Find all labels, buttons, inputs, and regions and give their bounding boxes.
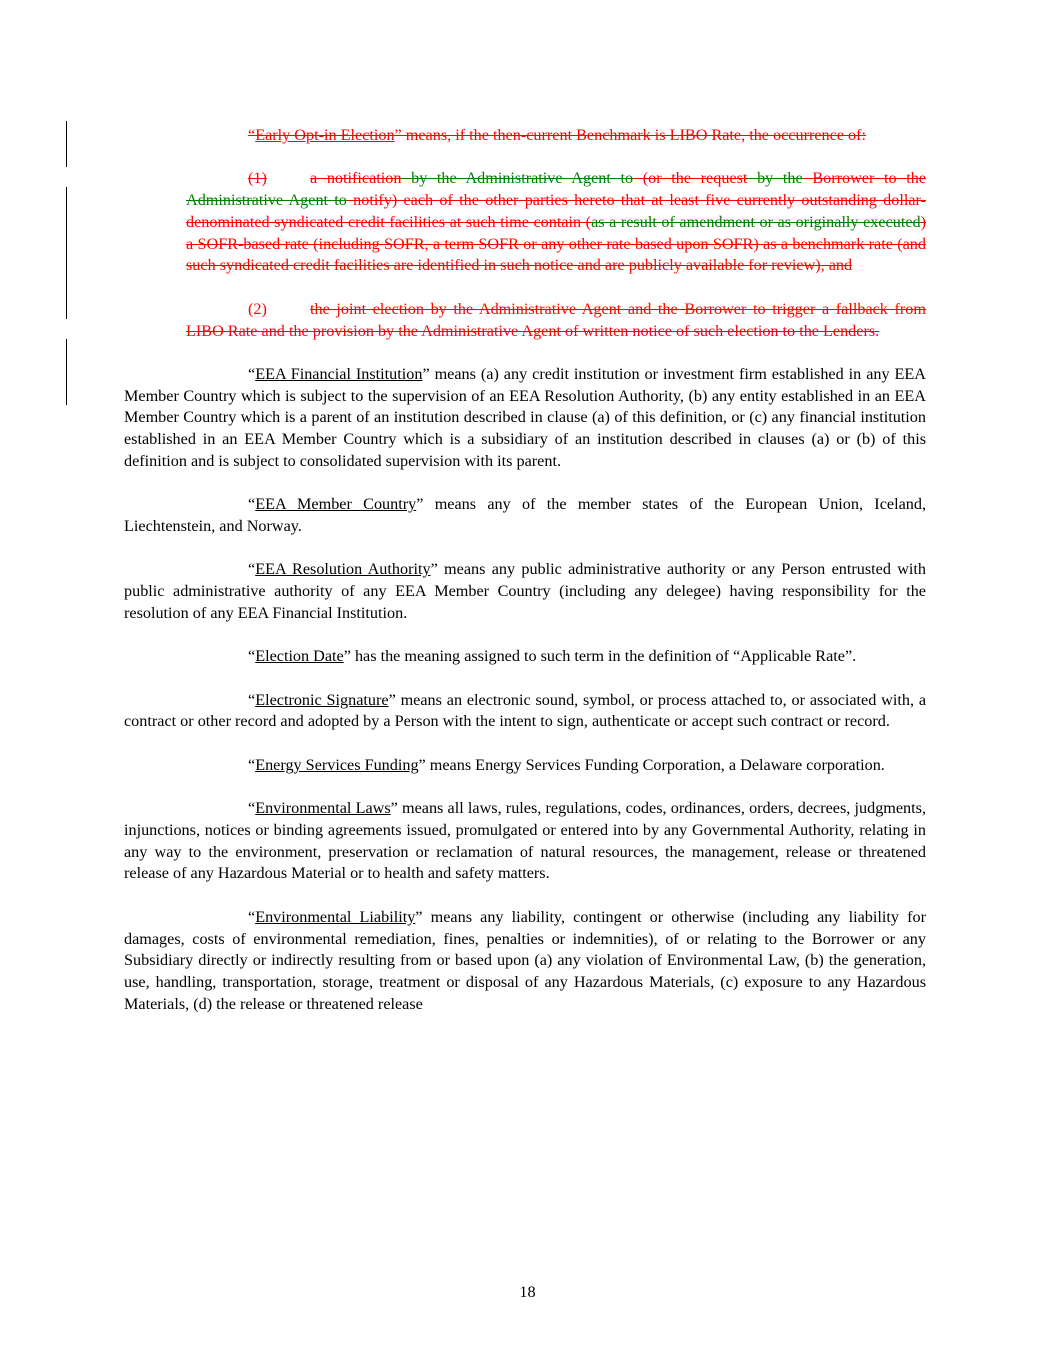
change-bar — [66, 121, 67, 167]
deleted-text: a notification — [310, 169, 402, 188]
definition-text: ” means, if the then-current Benchmark is LIBO Rate, the occurrence of: — [394, 126, 867, 144]
change-bar — [66, 339, 67, 405]
clause-number: (2) — [248, 299, 267, 318]
moved-text: by the — [747, 169, 803, 188]
quote-mark: “ — [248, 907, 256, 926]
quote-mark: “ — [248, 647, 256, 666]
definition-text: ” means all laws, rules, regulations, codes, ordinances, orders, decrees, judgments, injunctions, notices or binding agreements issued, promulgated or entered into by any Governmental Authority, relating in any way to the environment, preservation or reclamation of natural resources, the management, release or threatened release of any Hazardous Material or to health and safety matters. — [124, 799, 926, 883]
defined-term: Environmental Liability — [255, 907, 416, 926]
deleted-text: ) a SOFR-based rate (including SOFR, a term SOFR or any other rate based upon SOFR) as a benchmark rate (and such syndicated credit facilities are identified in such notice and are publicly available for review), and — [186, 212, 926, 275]
page-number: 18 — [519, 1283, 536, 1301]
quote-mark: “ — [248, 495, 256, 514]
definition-text: ” means any liability, contingent or otherwise (including any liability for damages, costs of environmental remediation, fines, penalties or indemnities), of or relating to the Borrower or any Subsidiary directly or indirectly resulting from or based upon (a) any violation of Environmental Law, (b) the generation, use, handling, transportation, storage, treatment or disposal of any Hazardous Materials, (c) exposure to any Hazardous Materials, (d) the release or threatened release — [124, 907, 926, 1013]
definition-paragraph — [124, 364, 926, 473]
clause-1 — [186, 168, 926, 277]
moved-text: as a result of amendment or as originally executed — [591, 212, 921, 231]
quote-mark: “ — [248, 364, 256, 383]
defined-term: EEA Resolution Authority — [255, 560, 431, 579]
definition-paragraph — [124, 494, 926, 538]
definition-text: ” has the meaning assigned to such term in the definition of “Applicable Rate”. — [343, 647, 857, 666]
moved-text: by the Administrative Agent to — [401, 169, 634, 188]
definition-paragraph — [124, 798, 926, 885]
definition-paragraph — [124, 559, 926, 624]
definition-early-opt-in-election — [124, 125, 926, 147]
deleted-text: the joint election by the Administrative Agent and the Borrower to trigger a fallback from LIBO Rate and the provision by the Administrative Agent of written notice of such election to the Lenders. — [186, 299, 926, 340]
definition-paragraph — [124, 755, 926, 777]
quote-mark: “ — [248, 560, 256, 579]
definition-text: ” means any of the member states of the European Union, Iceland, Liechtenstein, and Norway. — [124, 495, 926, 536]
definition-text: ” means any public administrative authority or any Person entrusted with public administrative authority of any EEA Member Country (including any delegee) having responsibility for the resolution of any EEA Financial Institution. — [124, 560, 926, 623]
body-text — [124, 125, 926, 1016]
deleted-text: (or the request — [633, 169, 748, 188]
change-bar — [66, 187, 67, 319]
defined-term: Electronic Signature — [255, 690, 389, 709]
quote-mark: “ — [248, 690, 256, 709]
definition-text: ” means an electronic sound, symbol, or process attached to, or associated with, a contract or other record and adopted by a Person with the intent to sign, authenticate or accept such contract or record. — [124, 690, 926, 731]
definition-text: ” means (a) any credit institution or investment firm established in any EEA Member Country which is subject to the supervision of an EEA Resolution Authority, (b) any entity established in an EEA Member Country which is a parent of an institution described in clause (a) of this definition, or (c) any financial institution established in an EEA Member Country which is a subsidiary of an institution described in clauses (a) or (b) of this definition and is subject to consolidated supervision with its parent. — [124, 364, 926, 471]
defined-term: EEA Financial Institution — [255, 364, 423, 383]
defined-term: Energy Services Funding — [255, 755, 419, 774]
defined-term: Environmental Laws — [255, 799, 391, 818]
definition-paragraph — [124, 646, 926, 668]
quote-mark: “ — [248, 126, 256, 144]
defined-term: EEA Member Country — [255, 495, 417, 514]
definition-text: ” means Energy Services Funding Corporation, a Delaware corporation. — [418, 755, 885, 774]
moved-text: Administrative Agent to — [186, 191, 347, 210]
definition-paragraph — [124, 907, 926, 1016]
deleted-text: notify) each of the other parties hereto that at least five currently outstanding dollar-denominated syndicated credit facilities at such time contain ( — [186, 191, 926, 231]
clause-number: (1) — [248, 169, 267, 188]
clause-2 — [186, 299, 926, 343]
defined-term: Election Date — [255, 647, 344, 666]
quote-mark: “ — [248, 755, 256, 774]
definition-paragraph — [124, 690, 926, 734]
deleted-text: Borrower to the — [802, 169, 926, 188]
quote-mark: “ — [248, 799, 256, 818]
defined-term: Early Opt-in Election — [255, 126, 395, 144]
